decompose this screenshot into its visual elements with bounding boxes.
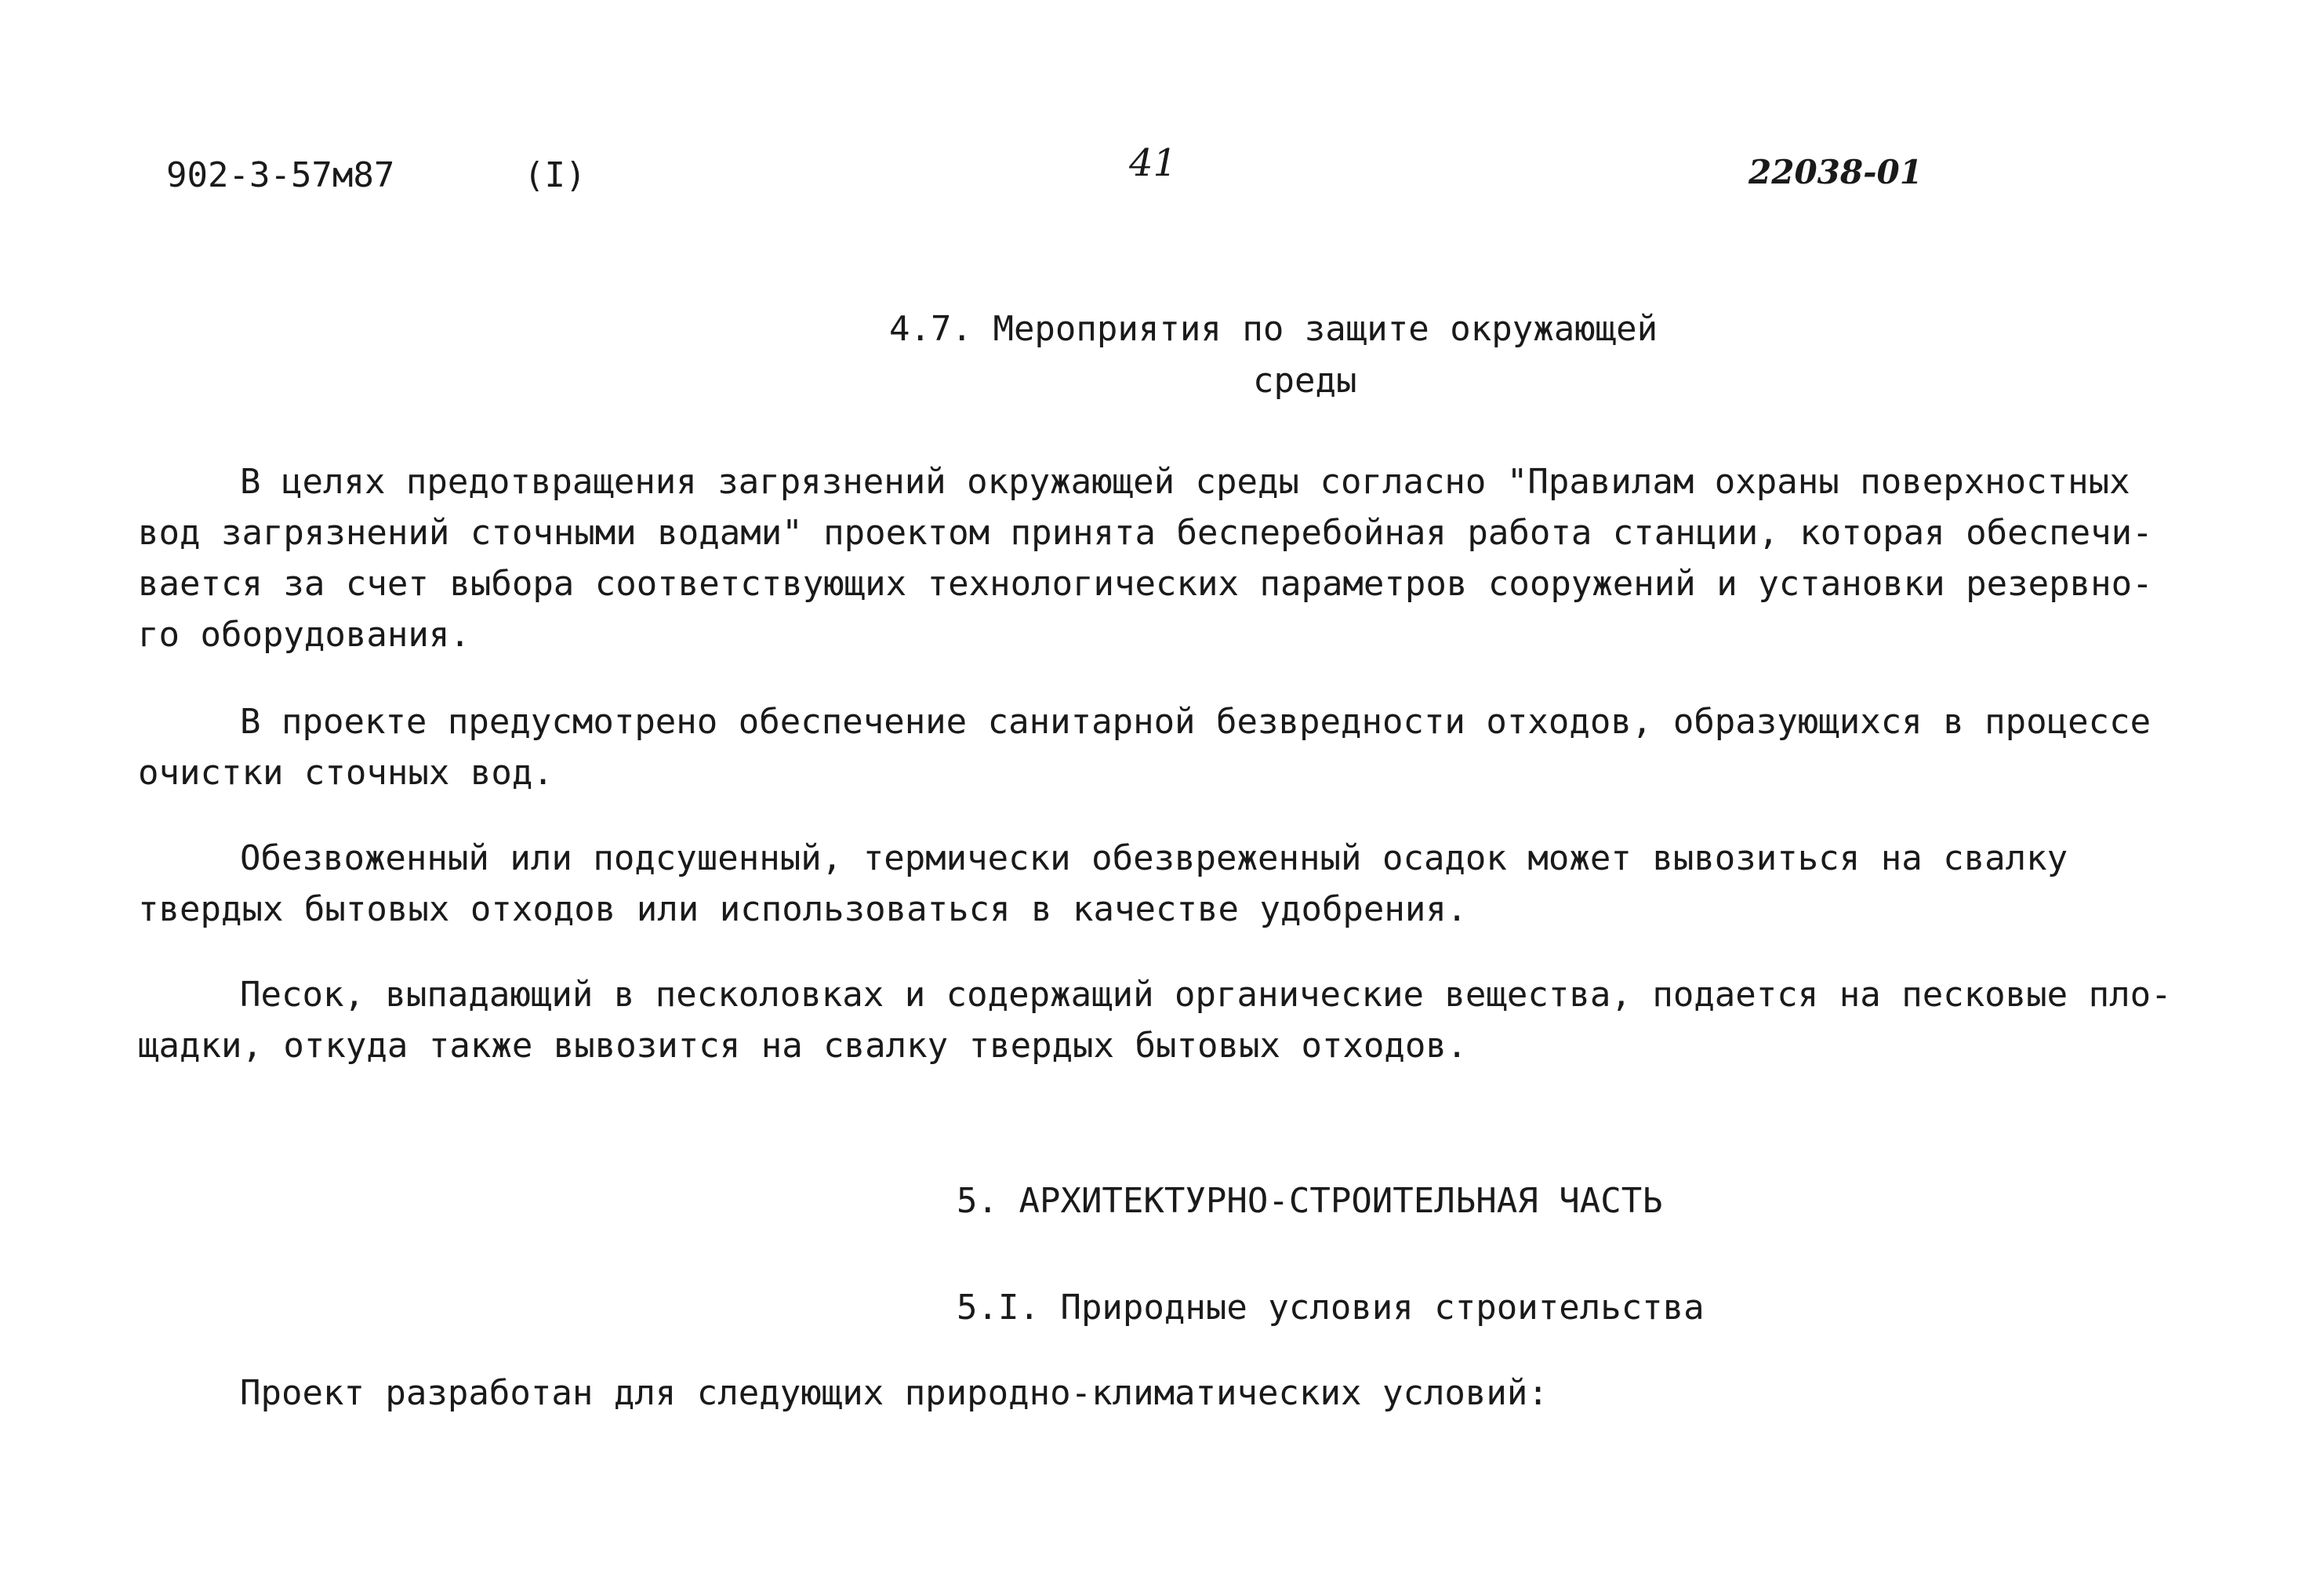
paragraph-line: Обезвоженный или подсушенный, термически обезвреженный осадок может вывозиться на свалку bbox=[240, 838, 2068, 878]
paragraph-waste-safety bbox=[138, 696, 2177, 798]
paragraph-line: вается за счет выбора соответствующих технологических параметров сооружений и установки резервно- bbox=[138, 564, 2153, 604]
paragraph-line: очистки сточных вод. bbox=[138, 753, 554, 793]
section-5-1-title: 5.I. Природные условия строительства bbox=[957, 1288, 1705, 1328]
inventory-number: 22038-01 bbox=[1748, 153, 1923, 191]
section-4-7-title-line1: 4.7. Мероприятия по защите окружающей bbox=[889, 309, 1658, 349]
paragraph-line: Песок, выпадающий в песколовках и содержащий органические вещества, подается на песковые пло- bbox=[240, 975, 2172, 1015]
page-number: 41 bbox=[1129, 141, 1178, 185]
paragraph-line: го оборудования. bbox=[138, 615, 470, 655]
paragraph-climate-conditions bbox=[138, 1368, 2177, 1419]
paragraph-pollution-prevention bbox=[138, 456, 2177, 660]
paragraph-line: твердых бытовых отходов или использоваться в качестве удобрения. bbox=[138, 889, 1468, 929]
paragraph-line: Проект разработан для следующих природно-климатических условий: bbox=[240, 1373, 1549, 1413]
paragraph-line: В проекте предусмотрено обеспечение санитарной безвредности отходов, образующихся в процессе bbox=[240, 702, 2152, 742]
volume-number: (I) bbox=[524, 155, 586, 195]
paragraph-line: вод загрязнений сточными водами" проектом принята бесперебойная работа станции, которая обеспечи- bbox=[138, 513, 2153, 553]
paragraph-line: щадки, откуда также вывозится на свалку твердых бытовых отходов. bbox=[138, 1026, 1468, 1066]
document-code: 902-3-57м87 bbox=[166, 155, 395, 195]
paragraph-sludge-disposal bbox=[138, 833, 2177, 935]
section-5-title: 5. АРХИТЕКТУРНО-СТРОИТЕЛЬНАЯ ЧАСТЬ bbox=[957, 1181, 1663, 1221]
paragraph-line: В целях предотвращения загрязнений окружающей среды согласно "Правилам охраны поверхностных bbox=[240, 462, 2130, 502]
section-4-7-title-line2: среды bbox=[1253, 361, 1357, 401]
paragraph-sand-disposal bbox=[138, 969, 2177, 1071]
